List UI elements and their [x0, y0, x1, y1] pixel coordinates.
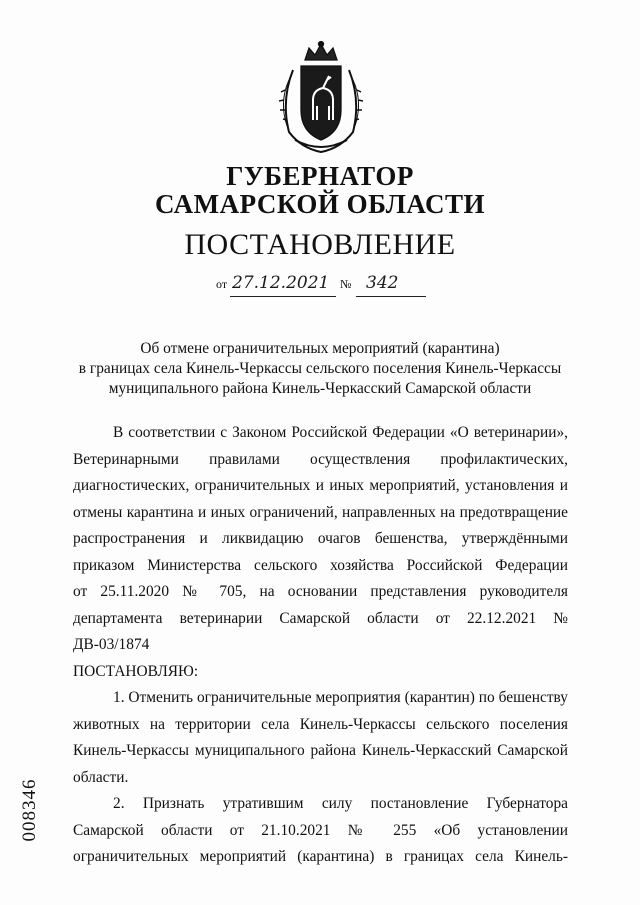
body-line: Кинель-Черкассы муниципального района Кинель-Черкасский Самарской	[73, 742, 568, 759]
subject-line: в границах села Кинель-Черкассы сельского поселения Кинель-Черкассы	[78, 360, 562, 377]
coat-of-arms-emblem	[275, 40, 367, 156]
body-line: области.	[73, 768, 129, 786]
body-line: от 25.11.2020 № 705, на основании представления руководителя	[73, 583, 568, 600]
subject-line: муниципального района Кинель-Черкасский Самарской области	[108, 380, 532, 397]
body-line: животных на территории села Кинель-Черкассы сельского поселения	[73, 715, 568, 733]
document-date: 27.12.2021	[232, 273, 330, 293]
organization-line-1: ГУБЕРНАТОР	[226, 161, 414, 191]
body-line: В соответствии с Законом Российской Федерации «О ветеринарии»,	[113, 424, 568, 441]
side-registration-code: 008346	[19, 778, 40, 842]
body-line: Ветеринарными правилами осуществления профилактических,	[73, 450, 568, 468]
number-underline	[356, 296, 426, 297]
body-line: распространения и ликвидацию очагов бешенства, утверждёнными	[73, 530, 568, 547]
document-number: 342	[366, 273, 399, 293]
body-line: 1. Отменить ограничительные мероприятия (карантин) по бешенству	[113, 689, 568, 706]
body-line: отмены карантина и иных ограничений, направленных на предотвращение	[73, 503, 568, 521]
subject-line: Об отмене ограничительных мероприятий (карантина)	[140, 340, 500, 357]
document-subject	[60, 339, 580, 399]
document-body	[73, 420, 568, 871]
date-underline	[230, 296, 336, 297]
body-line: Самарской области от 21.10.2021 № 255 «Об установлении	[73, 821, 568, 839]
body-line: 2. Признать утратившим силу постановление Губернатора	[113, 795, 568, 812]
body-line: диагностических, ограничительных и иных мероприятий, установления и	[73, 477, 568, 494]
body-line-decree: ПОСТАНОВЛЯЮ:	[73, 662, 199, 680]
document-type-title: ПОСТАНОВЛЕНИЕ	[184, 228, 456, 261]
body-line: ограничительных мероприятий (карантина) в границах села Кинель-	[73, 848, 568, 865]
body-line: приказом Министерства сельского хозяйства Российской Федерации	[73, 556, 568, 574]
body-line: департамента ветеринарии Самарской области от 22.12.2021 № ДВ-03/1874	[73, 609, 568, 653]
date-from-label: от	[216, 277, 228, 291]
organization-line-2: САМАРСКОЙ ОБЛАСТИ	[154, 189, 486, 219]
number-label: №	[340, 277, 352, 291]
